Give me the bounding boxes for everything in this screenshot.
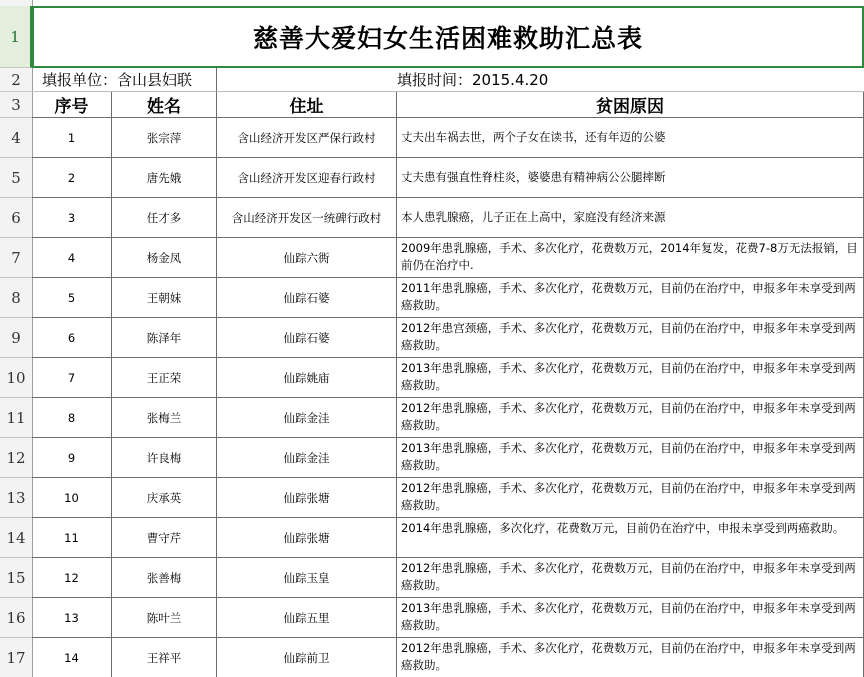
cell-name[interactable]: 庆承英 <box>112 478 217 518</box>
row-header[interactable]: 15 <box>0 558 32 598</box>
sheet-title-cell[interactable]: 慈善大爱妇女生活困难救助汇总表 <box>32 6 864 68</box>
cell-name[interactable]: 陈叶兰 <box>112 598 217 638</box>
cell-address[interactable]: 仙踪前卫 <box>217 638 397 677</box>
header-name[interactable]: 姓名 <box>112 92 217 118</box>
cell-reason[interactable]: 2012年患乳腺癌，手术、多次化疗，花费数万元，目前仍在治疗中，申报多年未享受到两癌救助。 <box>397 558 864 598</box>
cell-no[interactable]: 9 <box>32 438 112 478</box>
cell-reason[interactable]: 2013年患乳腺癌，手术、多次化疗，花费数万元，目前仍在治疗中，申报多年未享受到两癌救助。 <box>397 598 864 638</box>
row-header[interactable]: 14 <box>0 518 32 558</box>
cell-name[interactable]: 张善梅 <box>112 558 217 598</box>
row-header[interactable]: 8 <box>0 278 32 318</box>
row-header[interactable]: 2 <box>0 68 32 92</box>
cell-no[interactable]: 11 <box>32 518 112 558</box>
row-header[interactable]: 17 <box>0 638 32 677</box>
cell-name[interactable]: 张梅兰 <box>112 398 217 438</box>
row-header[interactable]: 4 <box>0 118 32 158</box>
cell-address[interactable]: 含山经济开发区严保行政村 <box>217 118 397 158</box>
header-address[interactable]: 住址 <box>217 92 397 118</box>
row-header[interactable]: 7 <box>0 238 32 278</box>
row-header[interactable]: 12 <box>0 438 32 478</box>
cell-address[interactable]: 仙踪金洼 <box>217 438 397 478</box>
cell-address[interactable]: 仙踪五里 <box>217 598 397 638</box>
cell-no[interactable]: 8 <box>32 398 112 438</box>
cell-address[interactable]: 含山经济开发区迎春行政村 <box>217 158 397 198</box>
row-header[interactable]: 16 <box>0 598 32 638</box>
cell-address[interactable]: 仙踪石婆 <box>217 278 397 318</box>
cell-name[interactable]: 张宗萍 <box>112 118 217 158</box>
cell-name[interactable]: 杨金凤 <box>112 238 217 278</box>
cell-reason[interactable]: 2013年患乳腺癌，手术、多次化疗，花费数万元，目前仍在治疗中，申报多年未享受到两癌救助。 <box>397 358 864 398</box>
cell-reason[interactable]: 丈夫出车祸去世，两个子女在读书，还有年迈的公婆 <box>397 118 864 158</box>
cell-address[interactable]: 含山经济开发区一统碑行政村 <box>217 198 397 238</box>
cell-no[interactable]: 4 <box>32 238 112 278</box>
cell-no[interactable]: 6 <box>32 318 112 358</box>
header-no[interactable]: 序号 <box>32 92 112 118</box>
cell-address[interactable]: 仙踪金洼 <box>217 398 397 438</box>
cell-name[interactable]: 陈泽年 <box>112 318 217 358</box>
cell-address[interactable]: 仙踪玉皇 <box>217 558 397 598</box>
cell-reason[interactable]: 2014年患乳腺癌，多次化疗，花费数万元，目前仍在治疗中，申报未享受到两癌救助。 <box>397 518 864 558</box>
cell-address[interactable]: 仙踪石婆 <box>217 318 397 358</box>
cell-no[interactable]: 5 <box>32 278 112 318</box>
row-header[interactable]: 3 <box>0 92 32 118</box>
cell-address[interactable]: 仙踪张塘 <box>217 478 397 518</box>
cell-name[interactable]: 王朝妹 <box>112 278 217 318</box>
cell-name[interactable]: 王正荣 <box>112 358 217 398</box>
row-header[interactable]: 9 <box>0 318 32 358</box>
cell-no[interactable]: 10 <box>32 478 112 518</box>
cell-reason[interactable]: 2012年患宫颈癌，手术、多次化疗，花费数万元，目前仍在治疗中，申报多年未享受到两癌救助。 <box>397 318 864 358</box>
row-header[interactable]: 5 <box>0 158 32 198</box>
cell-no[interactable]: 7 <box>32 358 112 398</box>
row-header[interactable]: 11 <box>0 398 32 438</box>
cell-no[interactable]: 1 <box>32 118 112 158</box>
cell-grid <box>32 0 864 677</box>
cell-reason[interactable]: 2011年患乳腺癌，手术、多次化疗，花费数万元，目前仍在治疗中，申报多年未享受到两癌救助。 <box>397 278 864 318</box>
cell-reason[interactable]: 丈夫患有强直性脊柱炎，婆婆患有精神病公公腿摔断 <box>397 158 864 198</box>
row-header[interactable]: 1 <box>0 6 32 68</box>
cell-name[interactable]: 王祥平 <box>112 638 217 677</box>
cell-reason[interactable]: 本人患乳腺癌，儿子正在上高中，家庭没有经济来源 <box>397 198 864 238</box>
reporting-time-cell[interactable]: 填报时间：2015.4.20 <box>217 68 864 92</box>
cell-no[interactable]: 3 <box>32 198 112 238</box>
cell-reason[interactable]: 2012年患乳腺癌，手术、多次化疗，花费数万元，目前仍在治疗中，申报多年未享受到两癌救助。 <box>397 398 864 438</box>
reporting-unit-cell[interactable]: 填报单位：含山县妇联 <box>32 68 217 92</box>
cell-address[interactable]: 仙踪张塘 <box>217 518 397 558</box>
cell-no[interactable]: 14 <box>32 638 112 677</box>
cell-reason[interactable]: 2012年患乳腺癌，手术、多次化疗，花费数万元，目前仍在治疗中，申报多年未享受到两癌救助。 <box>397 638 864 677</box>
header-reason[interactable]: 贫困原因 <box>397 92 864 118</box>
cell-name[interactable]: 唐先娥 <box>112 158 217 198</box>
row-header[interactable]: 13 <box>0 478 32 518</box>
cell-name[interactable]: 许良梅 <box>112 438 217 478</box>
cell-no[interactable]: 13 <box>32 598 112 638</box>
cell-reason[interactable]: 2012年患乳腺癌，手术、多次化疗，花费数万元，目前仍在治疗中，申报多年未享受到两癌救助。 <box>397 478 864 518</box>
cell-address[interactable]: 仙踪姚庙 <box>217 358 397 398</box>
cell-name[interactable]: 曹守芹 <box>112 518 217 558</box>
cell-reason[interactable]: 2009年患乳腺癌，手术、多次化疗，花费数万元，2014年复发，花费7-8万无法报销，目前仍在治疗中. <box>397 238 864 278</box>
cell-address[interactable]: 仙踪六衖 <box>217 238 397 278</box>
row-header-column <box>0 0 33 677</box>
cell-no[interactable]: 12 <box>32 558 112 598</box>
row-header[interactable]: 10 <box>0 358 32 398</box>
cell-reason[interactable]: 2013年患乳腺癌，手术、多次化疗，花费数万元，目前仍在治疗中，申报多年未享受到两癌救助。 <box>397 438 864 478</box>
cell-name[interactable]: 任才多 <box>112 198 217 238</box>
row-header[interactable]: 6 <box>0 198 32 238</box>
cell-no[interactable]: 2 <box>32 158 112 198</box>
